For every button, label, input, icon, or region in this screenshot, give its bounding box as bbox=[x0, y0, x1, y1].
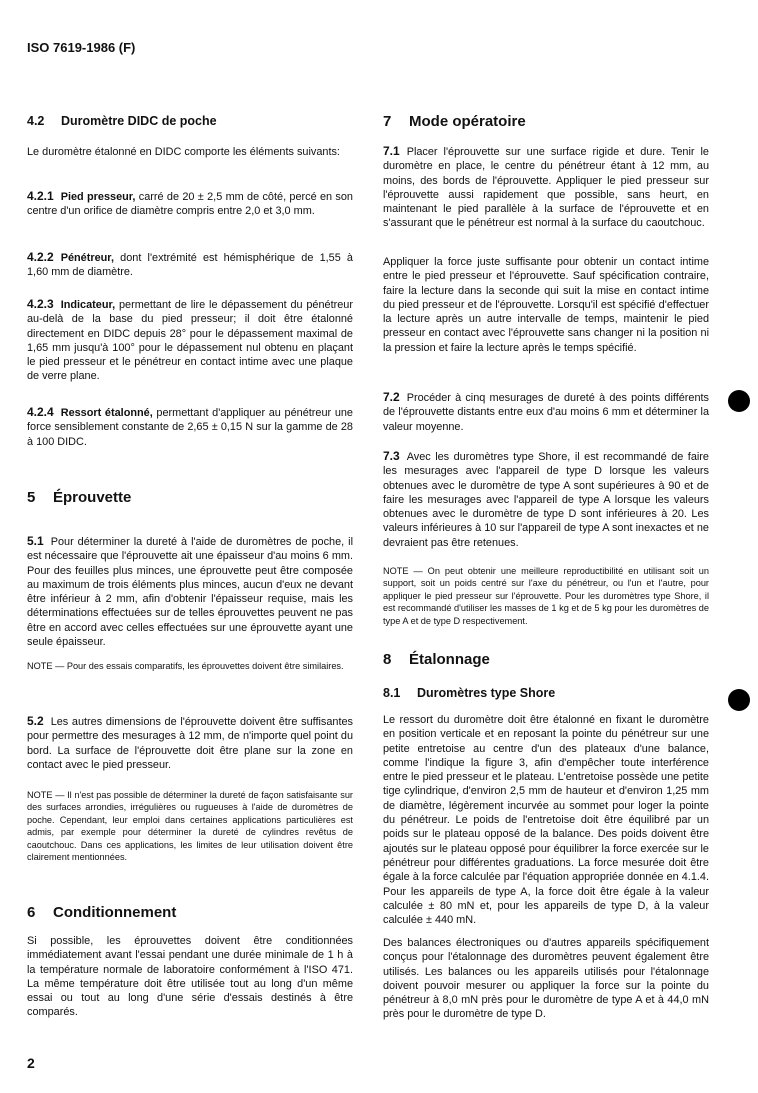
section-number: 5 bbox=[27, 489, 36, 506]
section-title: Étalonnage bbox=[409, 651, 490, 668]
clause-number: 4.2.2 bbox=[27, 250, 54, 264]
note-7-3: NOTE — On peut obtenir une meilleure reproductibilité en utilisant soit un support, soit un poids centré sur l'axe du pénétreur, ou l'un et l'autre, pour appliquer le pied presseur sur l'éprouvette. Pour les duromètres type Shore, il est recommandé d'utiliser les masses de 1 kg et de 5 kg pour les duromètres de type A et de type D respectivement. bbox=[383, 566, 709, 626]
section-title: Éprouvette bbox=[53, 489, 132, 506]
section-title: Mode opératoire bbox=[409, 113, 526, 130]
clause-text: Procéder à cinq mesurages de dureté à des points différents de l'éprouvette distants entre eux d'au moins 6 mm et déterminer la valeur moyenne. bbox=[383, 392, 709, 433]
clause-4-2-4 bbox=[27, 405, 353, 449]
heading-7 bbox=[383, 113, 526, 130]
clause-text: Placer l'éprouvette sur une surface rigide et dure. Tenir le duromètre en place, le centre du pénétreur étant à 12 mm, au moins, des bords de l'éprouvette. Appliquer le pied presseur sur l'éprouvette aussi rapidement que possible, sans heurt, en maintenant le pied parallèle à la surface de l'éprouvette et en s'assurant que le pénétreur est normal à la surface du caoutchouc. bbox=[383, 146, 709, 230]
clause-4-2-2 bbox=[27, 250, 353, 280]
clause-number: 4.2.4 bbox=[27, 405, 54, 419]
section-number: 7 bbox=[383, 113, 392, 130]
clause-text: Avec les duromètres type Shore, il est recommandé de faire les mesurages avec l'appareil de type D lorsque les valeurs obtenues avec le duromètre de type A sont supérieures à 90 et de faire les mesurages avec l'appareil de type A lorsque les valeurs obtenues avec le duromètre de type D sont inférieures à 20. Les valeurs inférieures à 10 sur l'appareil de type A sont inexactes et ne devraient pas être retenues. bbox=[383, 451, 709, 549]
clause-text: carré de 20 ± 2,5 mm de côté, percé en son centre d'un orifice de diamètre compris entre 2,0 et 3,0 mm. bbox=[27, 191, 353, 218]
heading-8 bbox=[383, 651, 490, 668]
margin-bullet-icon bbox=[728, 390, 750, 412]
clause-term: Indicateur, bbox=[60, 299, 116, 311]
clause-7-3 bbox=[383, 449, 709, 550]
clause-text: permettant de lire le dépassement du pénétreur au-delà de la base du pied presseur; il doit être étalonné directement en DIDC depuis 28° pour le dépassement maximal de 1,65 mm jusqu'à 100° pour le dépassement nul obtenu en plaçant le pied presseur et le pénétreur en contact intime avec une plaque de verre plane. bbox=[27, 299, 353, 383]
section-number: 8.1 bbox=[383, 686, 401, 700]
clause-number: 4.2.1 bbox=[27, 189, 54, 203]
margin-bullet-icon bbox=[728, 689, 750, 711]
clause-number: 7.2 bbox=[383, 390, 400, 404]
section-number: 4.2 bbox=[27, 114, 45, 128]
clause-number: 4.2.3 bbox=[27, 297, 54, 311]
section-number: 8 bbox=[383, 651, 392, 668]
clause-number: 5.1 bbox=[27, 534, 44, 548]
clause-4-2-3 bbox=[27, 297, 353, 384]
heading-4-2 bbox=[27, 114, 217, 128]
clause-text: permettant d'appliquer au pénétreur une force sensiblement constante de 2,65 ± 0,15 N sur la gamme de 28 à 100 DIDC. bbox=[27, 407, 353, 448]
clause-number: 7.3 bbox=[383, 449, 400, 463]
heading-5 bbox=[27, 489, 131, 506]
clause-4-2-1 bbox=[27, 189, 353, 219]
clause-5-1 bbox=[27, 534, 353, 649]
clause-term: Pénétreur, bbox=[60, 252, 114, 264]
clause-5-2 bbox=[27, 714, 353, 772]
paragraph-8-1-a: Le ressort du duromètre doit être étalonné en fixant le duromètre en position verticale et en reposant la pointe du pénétreur sur une petite entretoise au centre d'un des plateaux d'une balance, comme l'indique la figure 3, afin d'empêcher toute interférence entre le pied presseur et le plateau. L'entretoise possède une petite tige cylindrique, d'environ 2,5 mm de hauteur et d'environ 1,25 mm de diamètre, légèrement incurvée au sommet pour loger la pointe du pénétreur. Le poids de l'entretoise doit être équilibré par un poids sur le plateau opposé de la balance. Des poids doivent être ajoutés sur le plateau opposé pour équilibrer la force exercée sur le pénétreur pour différentes graduations. La force mesurée doit être égale à la force calculée par l'équation appropriée donnée en 4.1.4. Pour les appareils de type A, la force doit être égale à la valeur calculée ± 80 mN et, pour les appareils de type D, à la valeur calculée ± 440 mN. bbox=[383, 714, 709, 927]
document-header: ISO 7619-1986 (F) bbox=[27, 40, 136, 55]
heading-6 bbox=[27, 904, 176, 921]
clause-text: Les autres dimensions de l'éprouvette doivent être suffisantes pour permettre des mesurages à 12 mm, de n'importe quel point du bord. La surface de l'éprouvette doit être plane sur la zone en contact avec le pied presseur. bbox=[27, 716, 353, 771]
clause-7-2 bbox=[383, 390, 709, 434]
section-number: 6 bbox=[27, 904, 36, 921]
clause-text: dont l'extrémité est hémisphérique de 1,55 à 1,60 mm de diamètre. bbox=[27, 252, 353, 279]
section-title: Conditionnement bbox=[53, 904, 177, 921]
clause-term: Pied presseur, bbox=[60, 191, 136, 203]
paragraph-6: Si possible, les éprouvettes doivent être conditionnées immédiatement avant l'essai pendant une durée minimale de 1 h à la température normale de laboratoire conformément à l'ISO 471. La même température doit être utilisée tout au long d'un même essai ou tout au long d'une série d'essais destinés à être comparés. bbox=[27, 935, 353, 1019]
clause-number: 5.2 bbox=[27, 714, 44, 728]
clause-term: Ressort étalonné, bbox=[60, 407, 153, 419]
paragraph-4-2-intro: Le duromètre étalonné en DIDC comporte les éléments suivants: bbox=[27, 146, 340, 158]
clause-7-1 bbox=[383, 144, 709, 231]
note-5-2: NOTE — Il n'est pas possible de déterminer la dureté de façon satisfaisante sur des surfaces arrondies, irrégulières ou rugueuses à l'aide de duromètres de poche. Cependant, leur emploi dans certaines applications particulières est admis, par exemple pour déterminer la dureté de cylindres revêtus de caoutchouc. Dans ces applications, les limites de leur utilisation doivent être clairement mentionnées. bbox=[27, 790, 353, 863]
section-title: Duromètres type Shore bbox=[417, 686, 556, 700]
page-number: 2 bbox=[27, 1055, 35, 1071]
section-title: Duromètre DIDC de poche bbox=[61, 114, 217, 128]
paragraph-8-1-b: Des balances électroniques ou d'autres appareils spécifiquement conçus pour l'étalonnage des duromètres peuvent également être utilisés. Les balances ou les appareils utilisés pour l'étalonnage doivent pouvoir mesurer ou appliquer la force sur la pointe du pénétreur à 8,0 mN près pour le duromètre de type A et à 44,0 mN près pour le duromètre de type D. bbox=[383, 937, 709, 1021]
heading-8-1 bbox=[383, 686, 555, 700]
paragraph-7-1b: Appliquer la force juste suffisante pour obtenir un contact intime entre le pied presseur et l'éprouvette. Sauf spécification contraire, faire la lecture dans la seconde qui suit la mise en contact intime du pied presseur et de l'éprouvette. Lorsqu'il est spécifié d'effectuer la lecture après un autre intervalle de temps, maintenir le pied presseur en contact avec l'éprouvette sans changer ni la position ni la pression et faire la lecture après le temps spécifié. bbox=[383, 256, 709, 354]
clause-number: 7.1 bbox=[383, 144, 400, 158]
clause-text: Pour déterminer la dureté à l'aide de duromètres de poche, il est nécessaire que l'éprouvette ait une épaisseur d'au moins 6 mm. Pour des feuilles plus minces, une éprouvette peut être composée au maximum de trois éléments plus minces, aucun d'eux ne devant être inférieur à 2 mm, afin d'obtenir l'épaisseur requise, mais les déterminations effectuées sur de telles éprouvettes peuvent ne pas être en accord avec celles effectuées sur une éprouvette ayant une seule épaisseur. bbox=[27, 536, 353, 649]
note-5-1: NOTE — Pour des essais comparatifs, les éprouvettes doivent être similaires. bbox=[27, 661, 344, 671]
